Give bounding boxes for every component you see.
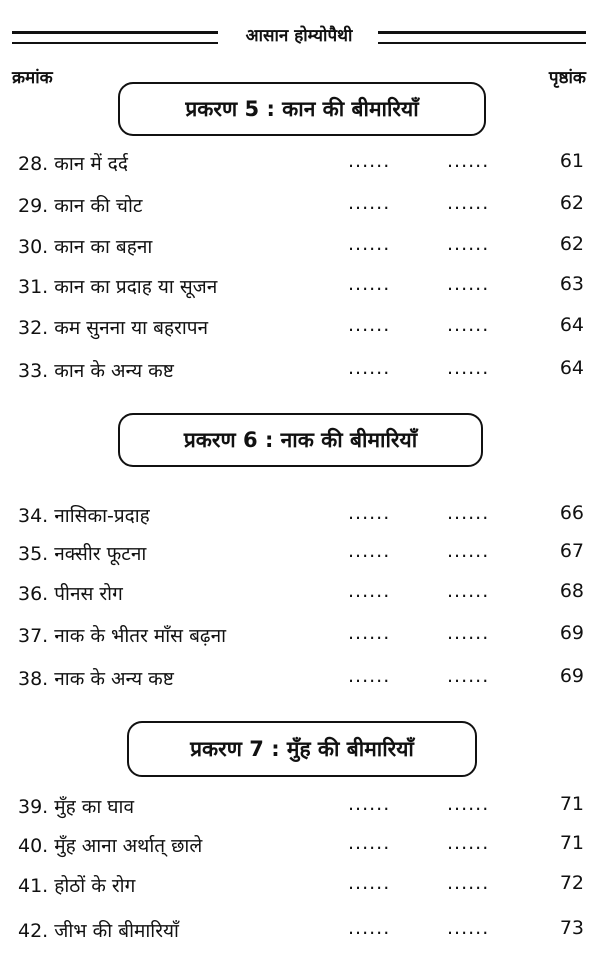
toc-entry: [0, 665, 600, 699]
page-number: 61: [559, 150, 584, 172]
page-number: 64: [559, 314, 584, 336]
leader-dots: ......: [348, 793, 391, 815]
leader-dots: ......: [447, 622, 490, 644]
entry-title: 37. नाक के भीतर माँस बढ़ना: [18, 625, 227, 647]
leader-dots: ......: [447, 832, 490, 854]
entry-title: 34. नासिका-प्रदाह: [18, 505, 150, 527]
entry-title: 29. कान की चोट: [18, 195, 143, 217]
running-header: [12, 24, 586, 48]
chapter-6-heading: प्रकरण 6 : नाक की बीमारियाँ: [118, 413, 483, 467]
page-number: 64: [559, 357, 584, 379]
leader-dots: ......: [447, 917, 490, 939]
leader-dots: ......: [447, 793, 490, 815]
toc-entry: [0, 540, 600, 574]
leader-dots: ......: [447, 233, 490, 255]
leader-dots: ......: [348, 233, 391, 255]
leader-dots: ......: [447, 192, 490, 214]
leader-dots: ......: [447, 502, 490, 524]
entry-title: 35. नक्सीर फूटना: [18, 543, 147, 565]
page-number: 69: [559, 622, 584, 644]
entry-title: 40. मुँह आना अर्थात् छाले: [18, 835, 203, 857]
entry-title: 28. कान में दर्द: [18, 153, 128, 175]
toc-entry: [0, 192, 600, 226]
leader-dots: ......: [348, 192, 391, 214]
serial-column-heading: क्रमांक: [12, 68, 53, 88]
page-number: 72: [559, 872, 584, 894]
page-number: 71: [559, 832, 584, 854]
leader-dots: ......: [447, 357, 490, 379]
page-column-heading: पृष्ठांक: [548, 68, 586, 88]
chapter-7-heading: प्रकरण 7 : मुँह की बीमारियाँ: [127, 721, 477, 777]
leader-dots: ......: [348, 273, 391, 295]
leader-dots: ......: [348, 357, 391, 379]
book-title: आसान होम्योपैथी: [245, 26, 353, 46]
toc-entry: [0, 502, 600, 536]
leader-dots: ......: [348, 832, 391, 854]
toc-entry: [0, 793, 600, 827]
leader-dots: ......: [447, 150, 490, 172]
entry-title: 30. कान का बहना: [18, 236, 153, 258]
leader-dots: ......: [447, 665, 490, 687]
leader-dots: ......: [447, 872, 490, 894]
leader-dots: ......: [348, 502, 391, 524]
entry-title: 38. नाक के अन्य कष्ट: [18, 668, 174, 690]
entry-title: 36. पीनस रोग: [18, 583, 123, 605]
leader-dots: ......: [348, 314, 391, 336]
leader-dots: ......: [348, 622, 391, 644]
toc-entry: [0, 273, 600, 307]
toc-entry: [0, 917, 600, 951]
leader-dots: ......: [348, 540, 391, 562]
toc-entry: [0, 150, 600, 184]
header-rule-right: [378, 31, 586, 44]
toc-entry: [0, 872, 600, 906]
page-number: 63: [559, 273, 584, 295]
page-number: 73: [559, 917, 584, 939]
toc-entry: [0, 233, 600, 267]
page-number: 71: [559, 793, 584, 815]
entry-title: 33. कान के अन्य कष्ट: [18, 360, 174, 382]
entry-title: 31. कान का प्रदाह या सूजन: [18, 276, 218, 298]
page-number: 68: [559, 580, 584, 602]
entry-title: 42. जीभ की बीमारियाँ: [18, 920, 179, 942]
page-number: 62: [559, 233, 584, 255]
entry-title: 39. मुँह का घाव: [18, 796, 135, 818]
leader-dots: ......: [447, 540, 490, 562]
page-number: 66: [559, 502, 584, 524]
leader-dots: ......: [447, 273, 490, 295]
entry-title: 32. कम सुनना या बहरापन: [18, 317, 209, 339]
toc-entry: [0, 580, 600, 614]
toc-entry: [0, 314, 600, 348]
leader-dots: ......: [447, 314, 490, 336]
toc-entry: [0, 357, 600, 391]
toc-entry: [0, 832, 600, 866]
leader-dots: ......: [447, 580, 490, 602]
leader-dots: ......: [348, 580, 391, 602]
chapter-5-heading: प्रकरण 5 : कान की बीमारियाँ: [118, 82, 486, 136]
entry-title: 41. होठों के रोग: [18, 875, 136, 897]
leader-dots: ......: [348, 665, 391, 687]
leader-dots: ......: [348, 150, 391, 172]
leader-dots: ......: [348, 872, 391, 894]
page-number: 62: [559, 192, 584, 214]
page-number: 67: [559, 540, 584, 562]
page-number: 69: [559, 665, 584, 687]
toc-entry: [0, 622, 600, 656]
leader-dots: ......: [348, 917, 391, 939]
